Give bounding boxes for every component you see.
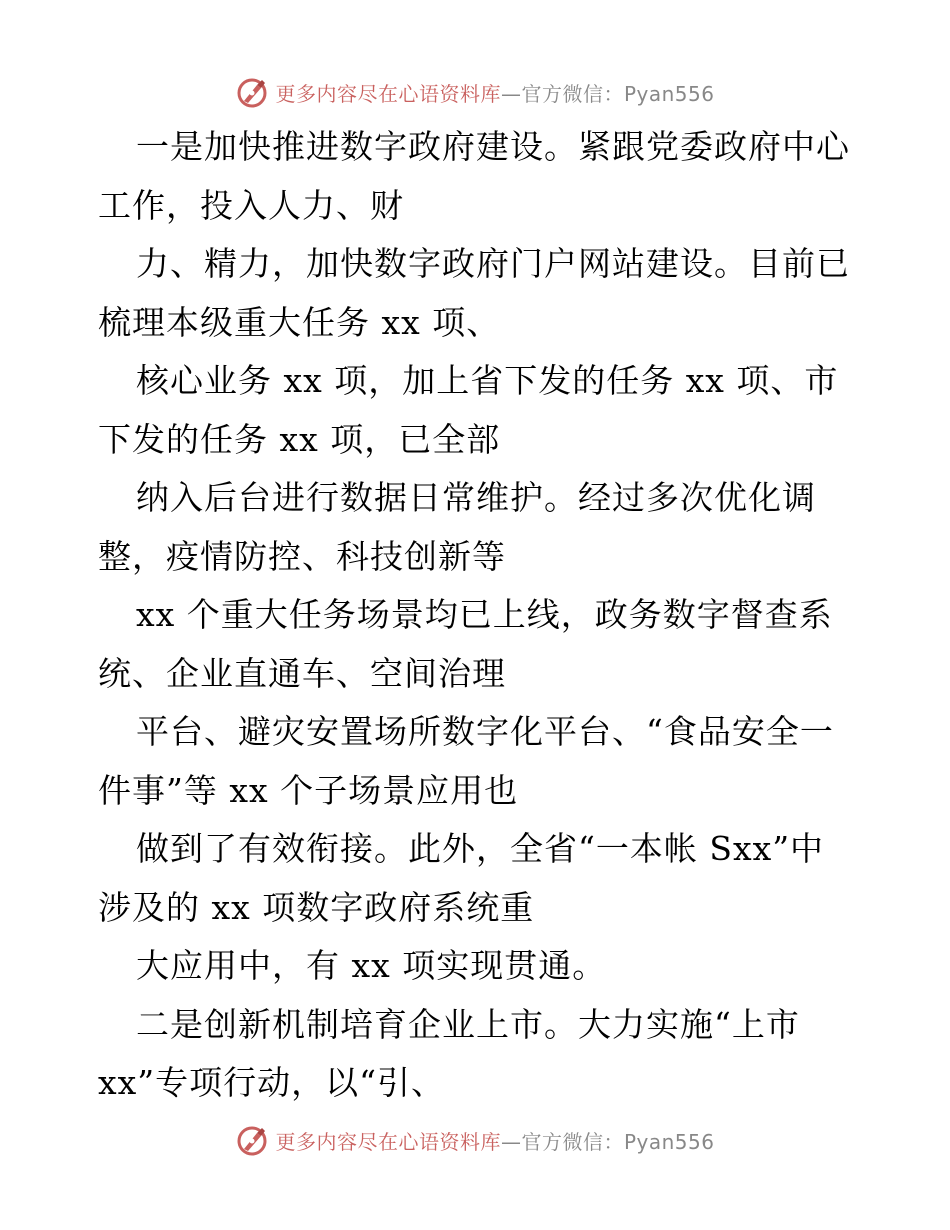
watermark-site-text: 更多内容尽在心语资料库 [275, 81, 501, 106]
text-line: 整，疫情防控、科技创新等 [98, 536, 506, 576]
text-line: 力、精力，加快数字政府门户网站建设。目前已 [136, 244, 850, 283]
document-body [98, 118, 858, 1113]
text-line: 下发的任务 xx 项，已全部 [98, 419, 501, 459]
watermark-site-text: 更多内容尽在心语资料库 [275, 1129, 501, 1154]
footer-watermark [0, 1120, 950, 1160]
text-line: xx 个重大任务场景均已上线，政务数字督查系 [136, 595, 833, 634]
header-watermark [0, 72, 950, 112]
text-line: 梳理本级重大任务 xx 项、 [98, 302, 501, 342]
text-line: 纳入后台进行数据日常维护。经过多次优化调 [136, 478, 816, 517]
text-line: 一是加快推进数字政府建设。紧跟党委政府中心 [136, 127, 850, 166]
text-line: 统、企业直通车、空间治理 [98, 653, 506, 693]
watermark-separator: — [500, 81, 522, 106]
watermark-text [275, 78, 714, 107]
watermark-wechat-text: 官方微信：Pyan556 [521, 81, 715, 106]
watermark-separator: — [500, 1129, 522, 1154]
text-line: xx”专项行动，以“引、 [98, 1063, 445, 1102]
text-line: 核心业务 xx 项，加上省下发的任务 xx 项、市 [136, 361, 839, 400]
text-line: 工作，投入人力、财 [98, 185, 404, 225]
pen-logo-icon [235, 75, 269, 109]
pen-logo-icon [235, 1123, 269, 1157]
watermark-wechat-text: 官方微信：Pyan556 [521, 1129, 715, 1154]
text-line: 件事”等 xx 个子场景应用也 [98, 770, 519, 810]
text-line: 二是创新机制培育企业上市。大力实施“上市 [136, 1004, 800, 1044]
watermark-text [275, 1126, 714, 1155]
text-line: 做到了有效衔接。此外，全省“一本帐 Sxx”中 [136, 829, 825, 868]
text-line: 平台、避灾安置场所数字化平台、“食品安全一 [136, 712, 834, 751]
text-line: 涉及的 xx 项数字政府系统重 [98, 887, 535, 927]
text-line: 大应用中，有 xx 项实现贯通。 [136, 946, 607, 985]
